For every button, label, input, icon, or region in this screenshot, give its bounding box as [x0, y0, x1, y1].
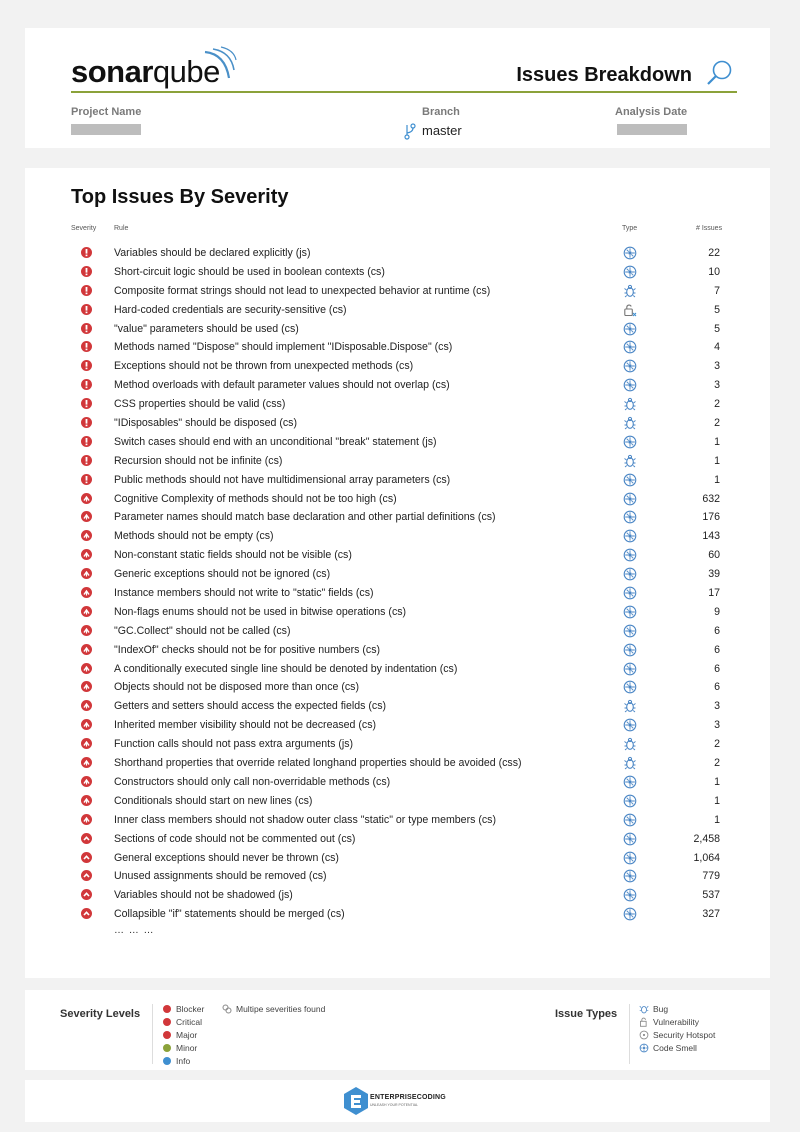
table-row: [25, 471, 770, 490]
table-row: [25, 641, 770, 660]
blocker-severity-icon: [81, 285, 92, 296]
issue-count: 176: [702, 511, 720, 524]
table-row: [25, 678, 770, 697]
legend-minor: [163, 1043, 197, 1056]
security-hotspot-icon: [639, 1030, 649, 1040]
code-smell-icon: [623, 680, 637, 694]
code-smell-icon: [623, 869, 637, 883]
table-row: [25, 697, 770, 716]
blocker-severity-icon: [81, 304, 92, 315]
more-indicator: … … …: [114, 925, 155, 936]
table-row: [25, 244, 770, 263]
critical-severity-icon: [81, 644, 92, 655]
table-row: [25, 395, 770, 414]
project-name-redacted: [71, 124, 141, 135]
blocker-severity-icon: [81, 341, 92, 352]
legend-major-label: Major: [176, 1030, 198, 1040]
branch-icon: [404, 122, 416, 140]
blocker-icon: [163, 1005, 171, 1013]
logo-text-light: qube: [152, 54, 220, 89]
code-smell-icon: [623, 907, 637, 921]
issue-count: 6: [714, 662, 720, 675]
major-severity-icon: [81, 908, 92, 919]
issue-count: 537: [702, 889, 720, 902]
legend-critical: [163, 1017, 202, 1030]
column-header-severity: Severity: [71, 225, 97, 232]
rule-name: Constructors should only call non-overridable methods (cs): [114, 775, 391, 788]
rule-name: Conditionals should start on new lines (cs): [114, 794, 313, 807]
blocker-severity-icon: [81, 360, 92, 371]
report-footer: [25, 1080, 770, 1122]
issue-count: 2: [714, 738, 720, 751]
table-row: [25, 867, 770, 886]
rule-name: Non-flags enums should not be used in bitwise operations (cs): [114, 605, 407, 618]
legend-info-label: Info: [176, 1056, 191, 1066]
legend-blocker-label: Blocker: [176, 1004, 205, 1014]
table-row: [25, 811, 770, 830]
blocker-severity-icon: [81, 247, 92, 258]
issue-count: 2,458: [693, 832, 720, 845]
severity-legend-title: Severity Levels: [60, 1008, 141, 1020]
table-row: [25, 320, 770, 339]
legend-info: [163, 1056, 190, 1069]
legend-hotspot-label: Security Hotspot: [653, 1030, 716, 1040]
table-row: [25, 338, 770, 357]
code-smell-icon: [623, 662, 637, 676]
table-row: [25, 546, 770, 565]
table-row: [25, 603, 770, 622]
table-row: [25, 792, 770, 811]
code-smell-icon: [623, 851, 637, 865]
rule-name: Function calls should not pass extra arguments (js): [114, 738, 354, 751]
legend-blocker: [163, 1004, 204, 1017]
table-row: [25, 527, 770, 546]
issue-count: 3: [714, 360, 720, 373]
rule-name: Recursion should not be infinite (cs): [114, 454, 283, 467]
critical-severity-icon: [81, 511, 92, 522]
blocker-severity-icon: [81, 266, 92, 277]
rule-name: General exceptions should never be thrown (cs): [114, 851, 339, 864]
table-row: [25, 830, 770, 849]
critical-icon: [163, 1018, 171, 1026]
code-smell-icon: [623, 586, 637, 600]
code-smell-icon: [623, 322, 637, 336]
blocker-severity-icon: [81, 417, 92, 428]
rule-name: Exceptions should not be thrown from unexpected methods (cs): [114, 360, 414, 373]
rule-name: Objects should not be disposed more than once (cs): [114, 681, 359, 694]
bug-icon: [623, 416, 637, 430]
section-title: Top Issues By Severity: [71, 186, 289, 208]
info-icon: [163, 1057, 171, 1065]
critical-severity-icon: [81, 738, 92, 749]
critical-severity-icon: [81, 681, 92, 692]
logo-text-bold: sonar: [71, 54, 153, 89]
code-smell-icon: [623, 435, 637, 449]
table-row: [25, 490, 770, 509]
table-row: [25, 773, 770, 792]
multiple-severities-icon: [222, 1004, 232, 1014]
table-row: [25, 584, 770, 603]
table-row: [25, 376, 770, 395]
blocker-severity-icon: [81, 474, 92, 485]
issue-count: 6: [714, 624, 720, 637]
code-smell-icon: [623, 718, 637, 732]
legend: [25, 990, 770, 1070]
legend-bug: [639, 1004, 668, 1017]
bug-icon: [639, 1004, 649, 1014]
rule-name: "value" parameters should be used (cs): [114, 322, 299, 335]
code-smell-icon: [623, 813, 637, 827]
rule-name: Method overloads with default parameter values should not overlap (cs): [114, 379, 450, 392]
critical-severity-icon: [81, 814, 92, 825]
code-smell-icon: [623, 567, 637, 581]
rule-name: Variables should not be shadowed (js): [114, 889, 293, 902]
rule-name: Unused assignments should be removed (cs): [114, 870, 327, 883]
code-smell-icon: [623, 624, 637, 638]
rule-name: Variables should be declared explicitly (js): [114, 247, 311, 259]
minor-icon: [163, 1044, 171, 1052]
code-smell-icon: [623, 775, 637, 789]
issue-count: 3: [714, 379, 720, 392]
rule-name: Shorthand properties that override related longhand properties should be avoided (css): [114, 757, 522, 770]
rule-name: "GC.Collect" should not be called (cs): [114, 624, 291, 637]
issue-count: 3: [714, 719, 720, 732]
issue-count: 10: [708, 265, 720, 278]
rule-name: Public methods should not have multidimensional array parameters (cs): [114, 473, 451, 486]
table-row: [25, 301, 770, 320]
rule-name: Sections of code should not be commented out (cs): [114, 832, 356, 845]
code-smell-icon: [623, 529, 637, 543]
table-row: [25, 414, 770, 433]
code-smell-icon: [623, 794, 637, 808]
rule-name: Hard-coded credentials are security-sensitive (cs): [114, 303, 347, 316]
branch-value: master: [422, 123, 462, 138]
code-smell-icon: [623, 888, 637, 902]
code-smell-icon: [623, 473, 637, 487]
rule-name: Methods named "Dispose" should implement "IDisposable.Dispose" (cs): [114, 341, 453, 354]
rule-name: Inner class members should not shadow outer class "static" or type members (cs): [114, 813, 496, 826]
legend-code-smell: [639, 1043, 697, 1056]
issue-count: 632: [702, 492, 720, 505]
critical-severity-icon: [81, 493, 92, 504]
analysis-date-label: Analysis Date: [615, 106, 688, 118]
rule-name: CSS properties should be valid (css): [114, 398, 286, 411]
rule-name: Instance members should not write to "static" fields (cs): [114, 587, 374, 600]
brand-tagline: UNLEASH YOUR POTENTIAL: [370, 1103, 418, 1107]
table-row: [25, 886, 770, 905]
bug-icon: [623, 284, 637, 298]
table-row: [25, 716, 770, 735]
critical-severity-icon: [81, 719, 92, 730]
analysis-date-redacted: [617, 124, 687, 135]
legend-vulnerability: [639, 1017, 699, 1030]
blocker-severity-icon: [81, 455, 92, 466]
issue-count: 1: [714, 794, 720, 807]
table-row: [25, 735, 770, 754]
rule-name: Composite format strings should not lead to unexpected behavior at runtime (cs): [114, 284, 491, 297]
rule-name: Inherited member visibility should not be decreased (cs): [114, 719, 377, 732]
table-row: [25, 565, 770, 584]
issue-count: 2: [714, 417, 720, 430]
issue-count: 1: [714, 813, 720, 826]
issue-count: 1,064: [693, 851, 720, 864]
issue-count: 1: [714, 435, 720, 448]
bug-icon: [623, 454, 637, 468]
critical-severity-icon: [81, 568, 92, 579]
issue-count: 1: [714, 473, 720, 486]
table-row: [25, 905, 770, 924]
code-smell-icon: [623, 643, 637, 657]
report-title: Issues Breakdown: [516, 64, 692, 86]
table-row: [25, 263, 770, 282]
vulnerability-icon: [623, 303, 637, 317]
critical-severity-icon: [81, 663, 92, 674]
blocker-severity-icon: [81, 436, 92, 447]
rule-name: "IDisposables" should be disposed (cs): [114, 417, 298, 430]
issue-count: 3: [714, 700, 720, 713]
code-smell-icon: [623, 605, 637, 619]
rule-name: Cognitive Complexity of methods should not be too high (cs): [114, 492, 397, 505]
legend-divider: [629, 1004, 630, 1064]
issue-count: 39: [708, 568, 720, 581]
blocker-severity-icon: [81, 379, 92, 390]
code-smell-icon: [623, 548, 637, 562]
issue-count: 6: [714, 681, 720, 694]
table-row: [25, 508, 770, 527]
issue-count: 5: [714, 322, 720, 335]
blocker-severity-icon: [81, 398, 92, 409]
types-legend-title: Issue Types: [555, 1008, 618, 1020]
column-header-type: Type: [622, 225, 638, 232]
code-smell-icon: [623, 832, 637, 846]
table-row: [25, 357, 770, 376]
table-row: [25, 754, 770, 773]
rule-name: Generic exceptions should not be ignored (cs): [114, 568, 331, 581]
rule-name: Collapsible "if" statements should be merged (cs): [114, 908, 345, 921]
issue-count: 22: [708, 247, 720, 259]
rule-name: Getters and setters should access the expected fields (cs): [114, 700, 387, 713]
table-row: [25, 433, 770, 452]
bug-icon: [623, 397, 637, 411]
code-smell-icon: [639, 1043, 649, 1053]
header-divider: [71, 91, 737, 93]
project-name-label: Project Name: [71, 106, 142, 118]
search-icon[interactable]: [706, 59, 734, 87]
major-severity-icon: [81, 852, 92, 863]
branch-label: Branch: [422, 106, 460, 118]
issue-count: 9: [714, 605, 720, 618]
legend-vulnerability-label: Vulnerability: [653, 1017, 699, 1027]
blocker-severity-icon: [81, 323, 92, 334]
table-row: [25, 660, 770, 679]
rule-name: Methods should not be empty (cs): [114, 530, 274, 543]
rule-name: A conditionally executed single line should be denoted by indentation (cs): [114, 662, 458, 675]
legend-code-smell-label: Code Smell: [653, 1043, 697, 1053]
issues-table: [25, 244, 770, 924]
table-row: [25, 452, 770, 471]
vulnerability-icon: [639, 1017, 649, 1027]
critical-severity-icon: [81, 795, 92, 806]
sonarqube-logo: [71, 54, 220, 90]
issue-count: 1: [714, 454, 720, 467]
bug-icon: [623, 756, 637, 770]
issue-count: 2: [714, 398, 720, 411]
major-icon: [163, 1031, 171, 1039]
major-severity-icon: [81, 833, 92, 844]
legend-divider: [152, 1004, 153, 1064]
critical-severity-icon: [81, 776, 92, 787]
legend-bug-label: Bug: [653, 1004, 669, 1014]
legend-major: [163, 1030, 197, 1043]
major-severity-icon: [81, 889, 92, 900]
legend-multiple: [222, 1004, 325, 1017]
issue-count: 1: [714, 775, 720, 788]
legend-minor-label: Minor: [176, 1043, 198, 1053]
issue-count: 6: [714, 643, 720, 656]
enterprisecoding-logo-icon: [343, 1086, 369, 1116]
legend-critical-label: Critical: [176, 1017, 202, 1027]
critical-severity-icon: [81, 700, 92, 711]
rule-name: Short-circuit logic should be used in boolean contexts (cs): [114, 265, 385, 278]
critical-severity-icon: [81, 625, 92, 636]
rule-name: Switch cases should end with an unconditional "break" statement (js): [114, 435, 437, 448]
issue-count: 7: [714, 284, 720, 297]
column-header-rule: Rule: [114, 225, 129, 232]
issue-count: 5: [714, 303, 720, 316]
code-smell-icon: [623, 359, 637, 373]
issue-count: 17: [708, 587, 720, 600]
legend-hotspot: [639, 1030, 715, 1043]
issue-count: 2: [714, 757, 720, 770]
code-smell-icon: [623, 246, 637, 260]
critical-severity-icon: [81, 757, 92, 768]
logo-waves-icon: [201, 46, 237, 82]
critical-severity-icon: [81, 530, 92, 541]
critical-severity-icon: [81, 606, 92, 617]
code-smell-icon: [623, 492, 637, 506]
issues-section: [25, 168, 770, 978]
rule-name: Parameter names should match base declaration and other partial definitions (cs): [114, 511, 496, 524]
major-severity-icon: [81, 870, 92, 881]
code-smell-icon: [623, 378, 637, 392]
issue-count: 60: [708, 549, 720, 562]
issue-count: 327: [702, 908, 720, 921]
issue-count: 779: [702, 870, 720, 883]
table-row: [25, 282, 770, 301]
bug-icon: [623, 699, 637, 713]
critical-severity-icon: [81, 587, 92, 598]
bug-icon: [623, 737, 637, 751]
issue-count: 4: [714, 341, 720, 354]
table-row: [25, 622, 770, 641]
rule-name: Non-constant static fields should not be visible (cs): [114, 549, 352, 562]
brand-name: ENTERPRISECODING: [370, 1094, 446, 1101]
code-smell-icon: [623, 340, 637, 354]
code-smell-icon: [623, 265, 637, 279]
report-header: [25, 28, 770, 148]
legend-multiple-label: Multipe severities found: [236, 1004, 326, 1014]
table-row: [25, 849, 770, 868]
column-header-issues: # Issues: [696, 225, 723, 232]
code-smell-icon: [623, 510, 637, 524]
rule-name: "IndexOf" checks should not be for positive numbers (cs): [114, 643, 381, 656]
issue-count: 143: [702, 530, 720, 543]
critical-severity-icon: [81, 549, 92, 560]
